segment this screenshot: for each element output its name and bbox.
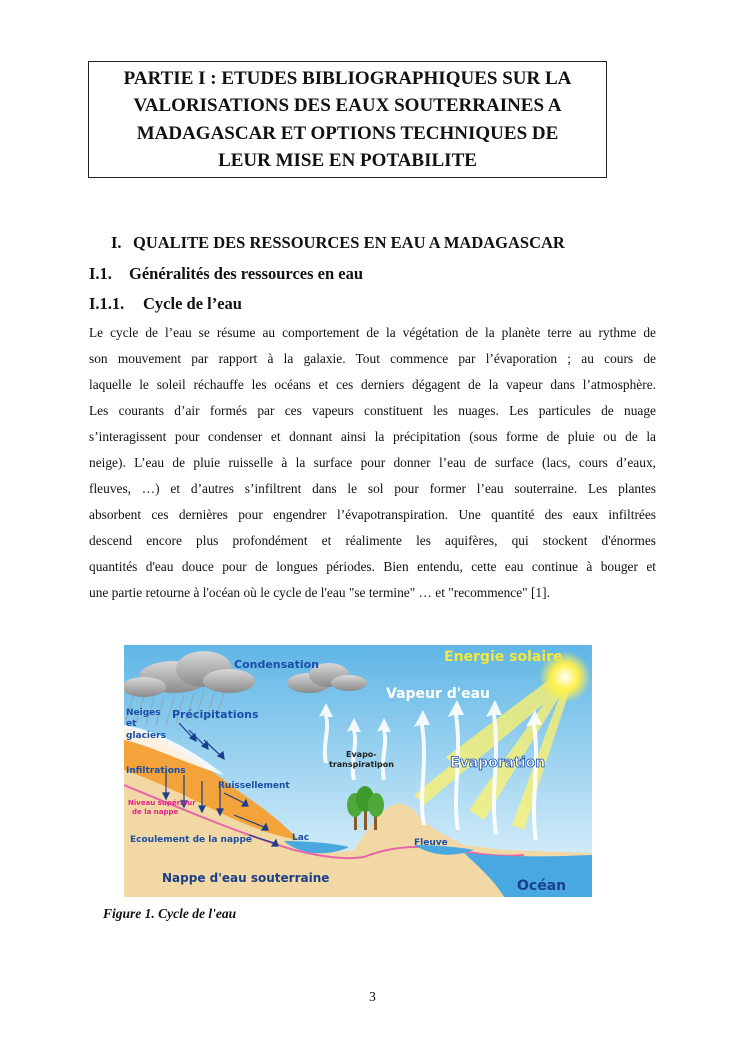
label-energie-solaire: Energie solaire [444, 649, 563, 665]
body-paragraph [89, 320, 656, 606]
paragraph-line: descend encore plus profondément et réalimente les aquifères, qui stockent d'énormes [89, 533, 656, 548]
paragraph-line: Les courants d’air formés par ces vapeurs constituent les nuages. Les particules de nuage [89, 403, 656, 418]
label-glaciers: glaciers [126, 731, 166, 741]
section-title: Généralités des ressources en eau [129, 264, 364, 283]
label-neiges: Neiges [126, 708, 161, 718]
label-et: et [126, 719, 137, 729]
section-heading-1 [111, 233, 565, 253]
label-infiltrations: Infiltrations [126, 766, 186, 776]
label-niveau-superieur: Niveau supérieur [128, 799, 196, 807]
water-cycle-figure [124, 645, 592, 897]
part-title-line-1: PARTIE I : ETUDES BIBLIOGRAPHIQUES SUR LA [123, 67, 572, 89]
section-number: I. [111, 233, 122, 252]
figure-caption: Figure 1. Cycle de l'eau [103, 906, 237, 921]
paragraph-line: absorbent ces dernières pour engendrer l’évapotranspiration. Une quantité des eaux infiltrées [89, 507, 656, 522]
label-precipitations: Précipitations [172, 708, 259, 721]
part-title-line-3: MADAGASCAR ET OPTIONS TECHNIQUES DE [136, 122, 559, 144]
section-heading-1-1 [89, 264, 363, 284]
water-cycle-diagram [124, 645, 592, 897]
part-title-box [88, 61, 607, 178]
paragraph-line: Le cycle de l’eau se résume au comportement de la végétation de la planète terre au rythme de [89, 325, 656, 340]
label-evapo: Evapo- [346, 750, 377, 759]
label-ecoulement: Ecoulement de la nappe [130, 835, 253, 845]
paragraph-line: s’interagissent pour condenser et donnant ainsi la précipitation (sous forme de pluie ou de la [89, 429, 656, 444]
paragraph-line: laquelle le soleil réchauffe les océans et ces derniers dégagent de la vapeur dans l’atmosphère. [89, 377, 656, 392]
section-heading-1-1-1 [89, 294, 242, 314]
label-evaporation: Evaporation [450, 755, 546, 771]
section-title: Cycle de l’eau [143, 294, 242, 313]
section-title: QUALITE DES RESSOURCES EN EAU A MADAGASCAR [133, 233, 565, 252]
label-nappe-souterraine: Nappe d'eau souterraine [162, 871, 330, 885]
section-number: I.1.1. [89, 294, 125, 313]
part-title-line-2: VALORISATIONS DES EAUX SOUTERRAINES A [133, 95, 562, 116]
label-vapeur: Vapeur d'eau [386, 686, 490, 702]
section-number: I.1. [89, 264, 112, 283]
paragraph-line: une partie retourne à l'océan où le cycle de l'eau "se termine" … et "recommence" [1]. [89, 585, 550, 600]
paragraph-line: quantités d'eau douce pour de longues périodes. Bien entendu, cette eau continue à bouger et [89, 559, 656, 574]
paragraph-line: son mouvement par rapport à la galaxie. Tout commence par l’évaporation ; au cours de [89, 351, 656, 366]
paragraph-line: fleuves, …) et d’autres s’infiltrent dans le sol pour former l’eau souterraine. Les plantes [89, 481, 656, 496]
label-ruissellement: Ruissellement [218, 781, 290, 791]
part-title-line-4: LEUR MISE EN POTABILITE [218, 150, 477, 171]
label-fleuve: Fleuve [414, 838, 448, 848]
label-ocean: Océan [517, 878, 567, 894]
page-number: 3 [369, 989, 376, 1004]
label-lac: Lac [292, 833, 310, 843]
paragraph-line: neige). L’eau de pluie ruisselle à la surface pour donner l’eau de surface (lacs, cours d’eaux, [89, 455, 656, 470]
label-transpiration: transpiratipon [329, 760, 394, 769]
label-de-la-nappe: de la nappe [132, 808, 179, 816]
label-condensation: Condensation [234, 658, 320, 671]
